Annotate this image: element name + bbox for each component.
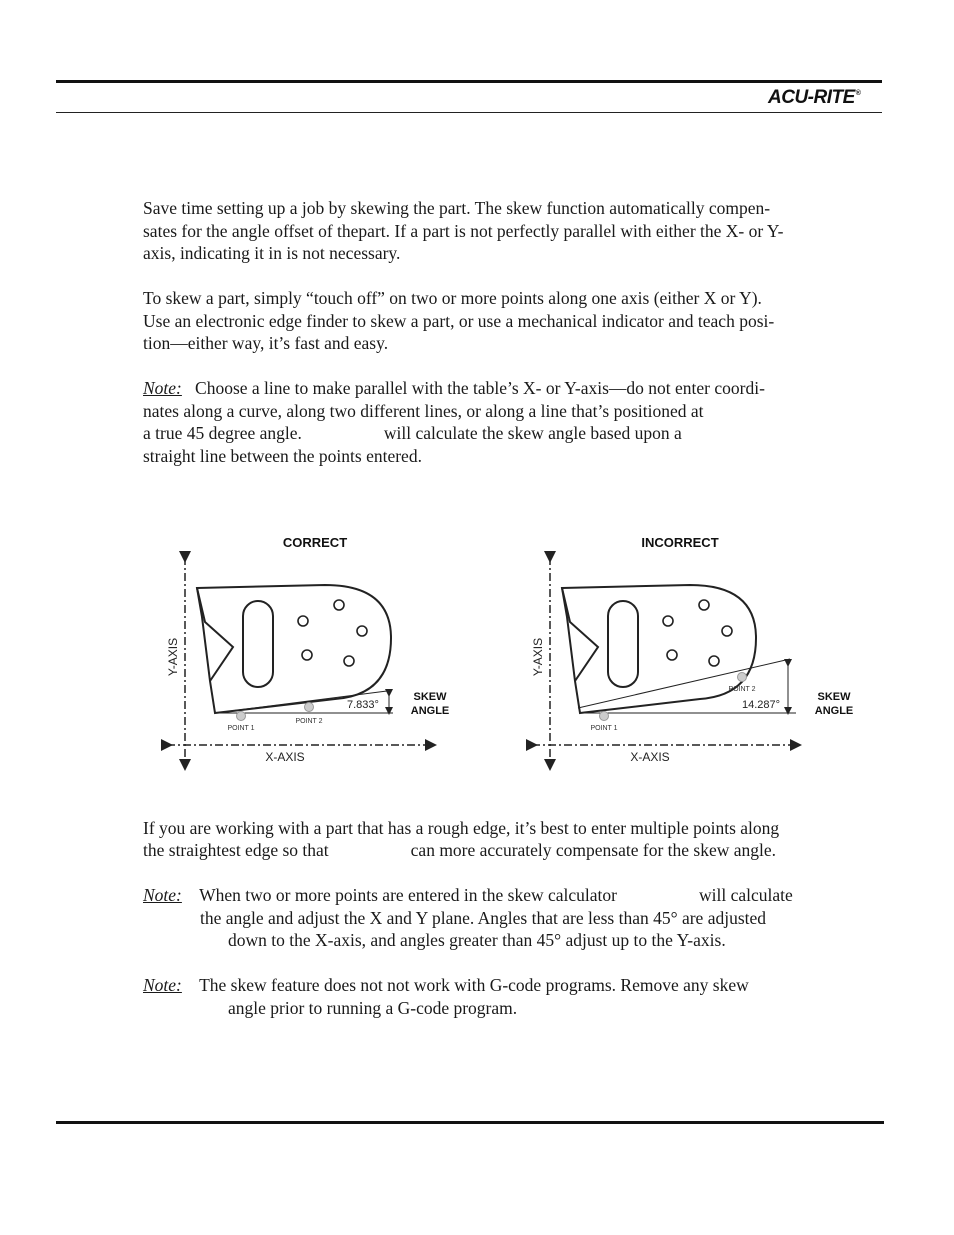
- point-2-marker: [738, 673, 747, 682]
- x-axis-label: X-AXIS: [265, 750, 305, 764]
- angle-label: ANGLE: [814, 705, 854, 717]
- slot: [608, 601, 638, 687]
- part-notch: [197, 588, 233, 681]
- correct-title: CORRECT: [282, 535, 348, 550]
- acu-rite-logo: ACU-RITE®: [768, 87, 861, 108]
- skew-label: SKEW: [413, 691, 447, 703]
- note-parallel-line: Note: Choose a line to make parallel with the table’s X- or Y-axis—do not enter coordi- nates along a curve, along two different lines, or along a line that’s positioned at a true 45 degree angle. will calculate the skew angle based upon a straight line between the points entered.: [143, 378, 765, 466]
- y-axis-label: Y-AXIS: [166, 637, 180, 677]
- skew-diagram: [155, 525, 875, 775]
- angle-label: ANGLE: [410, 705, 450, 717]
- point-2-label: POINT 2: [728, 686, 756, 693]
- paragraph-how-to: To skew a part, simply “touch off” on two or more points along one axis (either X or Y). Use an electronic edge finder to skew a part, or use a mechanical indicator and teach posi- tion—either way, it’s fast and easy.: [143, 288, 775, 353]
- header-rule-thin: [56, 112, 882, 113]
- part-notch: [562, 588, 598, 681]
- note-label: Note:: [143, 975, 182, 995]
- incorrect-panel: [531, 535, 853, 765]
- point-2-marker: [305, 703, 314, 712]
- paragraph-rough-edge: If you are working with a part that has a rough edge, it’s best to enter multiple points along the straightest edge so that can more accurately compensate for the skew angle.: [143, 817, 780, 860]
- skew-angle-value: 14.287°: [742, 699, 781, 711]
- header-rule-top: [56, 80, 882, 83]
- point-1-marker: [600, 712, 609, 721]
- note-gcode: Note: The skew feature does not not work with G-code programs. Remove any skew angle prior to running a G-code program.: [143, 975, 749, 1018]
- point-1-label: POINT 1: [590, 725, 618, 732]
- skew-label: SKEW: [817, 691, 851, 703]
- correct-panel: [166, 535, 449, 765]
- footer-rule: [56, 1121, 884, 1124]
- point-1-label: POINT 1: [227, 725, 255, 732]
- point-1-marker: [237, 712, 246, 721]
- y-axis-label: Y-AXIS: [531, 637, 545, 677]
- skew-angle-value: 7.833°: [347, 699, 379, 711]
- note-label: Note:: [143, 378, 182, 398]
- slot: [243, 601, 273, 687]
- part-outline: [562, 585, 756, 713]
- paragraph-intro: Save time setting up a job by skewing the part. The skew function automatically compen- sates for the angle offset of thepart. If a part is not perfectly parallel with either the X- or Y- axis, indicating it in is not necessary.: [143, 198, 784, 263]
- point-2-label: POINT 2: [295, 718, 323, 725]
- x-axis-label: X-AXIS: [630, 750, 670, 764]
- note-label: Note:: [143, 885, 182, 905]
- incorrect-title: INCORRECT: [641, 535, 719, 550]
- note-skew-calculator: Note: When two or more points are entered in the skew calculator will calculate the angle and adjust the X and Y plane. Angles that are less than 45° are adjusted down to the X-axis, and angles greater than 45° adjust up to the Y-axis.: [143, 885, 793, 950]
